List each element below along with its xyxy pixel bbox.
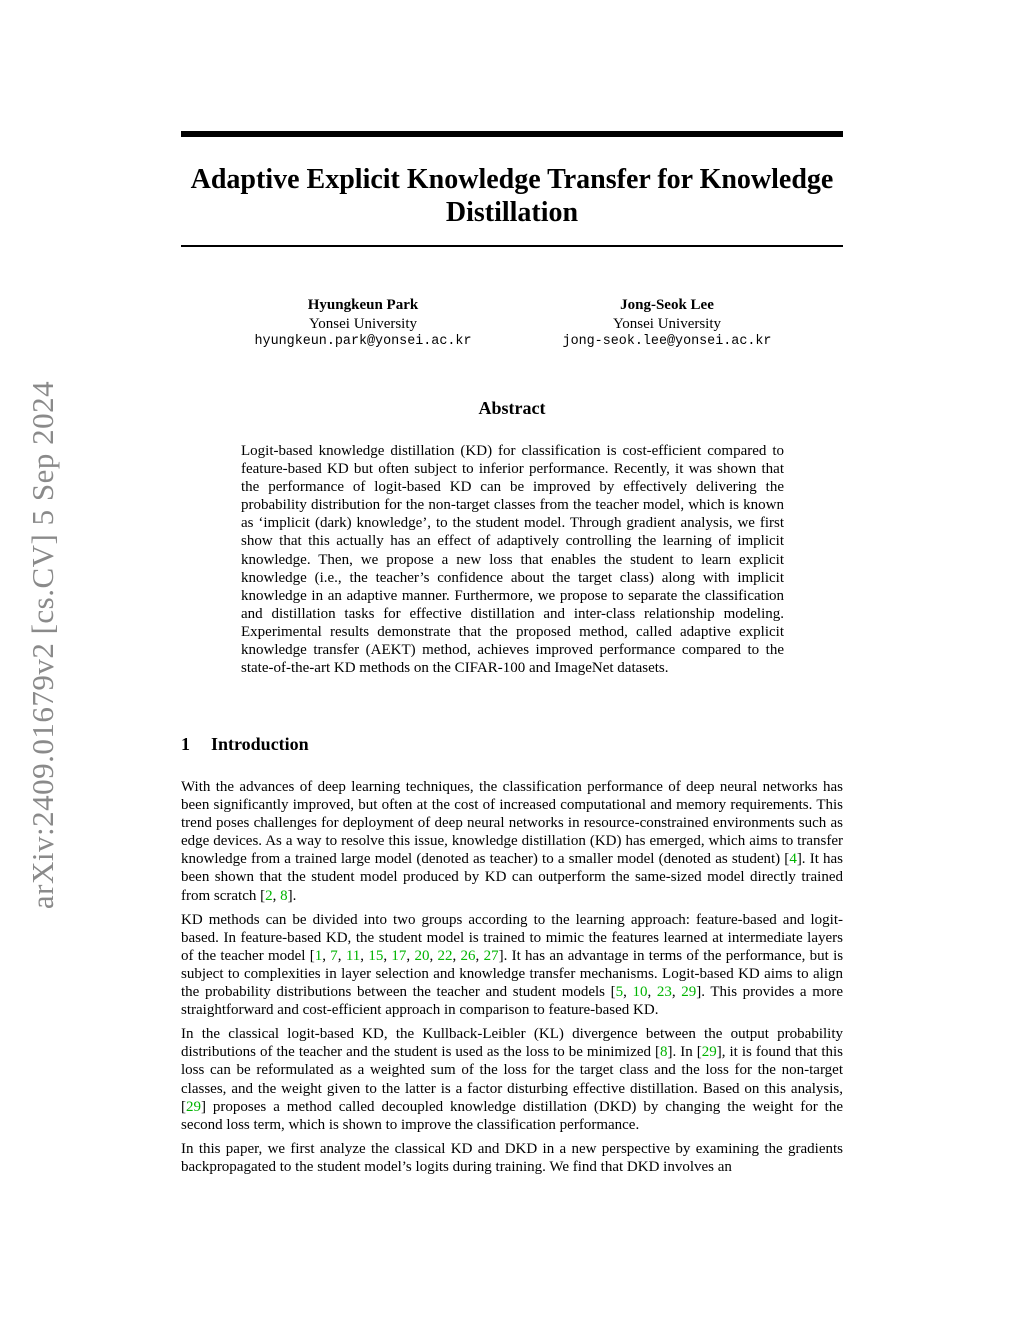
author-1 [198,296,528,352]
citation-link[interactable]: 29 [681,984,697,1001]
author-block [181,296,843,356]
citation-link[interactable]: 23 [656,984,672,1001]
author-affiliation: Yonsei University [612,315,722,332]
introduction-body [181,778,843,1182]
citation-link[interactable]: 8 [280,887,288,904]
citation-link[interactable]: 1 [314,947,323,964]
citation-link[interactable]: 22 [437,947,453,964]
citation-link[interactable]: 8 [660,1044,668,1061]
author-affiliation: Yonsei University [308,315,418,332]
author-email: hyungkeun.park@yonsei.ac.kr [254,334,472,349]
arxiv-identifier-text: arXiv:2409.01679v2 [cs.CV] 5 Sep 2024 [25,380,61,910]
citation-link[interactable]: 5 [615,984,624,1001]
body-paragraph: In this paper, we first analyze the classical KD and DKD in a new perspective by examining the gradients backpropagated to the student model’s logits during training. We find that DKD involves an [181,1140,843,1175]
citation-link[interactable]: 11 [345,947,361,964]
arxiv-identifier-stamp [14,362,72,928]
section-title: Introduction [211,734,309,754]
citation-link[interactable]: 26 [460,947,476,964]
author-name: Hyungkeun Park [307,297,419,313]
abstract-text: Logit-based knowledge distillation (KD) for classification is cost-efficient compared to feature-based KD but often subject to inferior performance. Recently, it was shown that the performance of logit-based KD can be improved by effectively delivering the probability distribution for the non-target classes from the teacher model, which is known as ‘implicit (dark) knowledge’, to the student model. Through gradient analysis, we first show that this actually has an effect of adaptively controlling the learning of implicit knowledge. Then, we propose a new loss that enables the student to learn explicit knowledge (i.e., the teacher’s confidence about the target class) along with implicit knowledge in an adaptive manner. Furthermore, we propose to separate the classification and distillation tasks for effective distillation and inter-class relationship modeling. Experimental results demonstrate that the proposed method, called adaptive explicit knowledge transfer (AEKT) method, achieves improved performance compared to the state-of-the-art KD methods on the CIFAR-100 and ImageNet datasets. [241,443,784,677]
title-rule-bottom [181,245,843,247]
citation-link[interactable]: 15 [368,947,384,964]
abstract-heading: Abstract [478,398,546,418]
title-rule-top [181,131,843,137]
body-paragraph: With the advances of deep learning techniques, the classification performance of deep neural networks has been significantly improved, but often at the cost of increased computational and memory requirements. This trend poses challenges for deployment of deep neural networks in resource-constrained environments such as edge devices. As a way to resolve this issue, knowledge distillation (KD) has emerged, which aims to transfer knowledge from a trained large model (denoted as teacher) to a smaller model (denoted as student) [4]. It has been shown that the student model produced by KD can outperform the same-sized model directly trained from scratch [2, 8]. [181,779,844,904]
section-heading [181,734,309,755]
body-paragraph: In the classical logit-based KD, the Kullback-Leibler (KL) divergence between the output probability distributions of the teacher and the student is used as the loss to be minimized [8]. In [29], it is found that this loss can be reformulated as a weighted sum of the loss for the target class and the loss for the non-target classes, and the weight given to the latter is a factor disturbing effective distillation. Based on this analysis, [29] proposes a method called decoupled knowledge distillation (DKD) by changing the weight for the second loss term, which is shown to improve the classification performance. [181,1026,843,1133]
citation-link[interactable]: 20 [414,947,430,964]
paper-title: Adaptive Explicit Knowledge Transfer for Knowledge Distillation [190,164,834,228]
citation-link[interactable]: 2 [265,887,273,904]
citation-link[interactable]: 4 [789,851,797,868]
citation-link[interactable]: 27 [483,947,499,964]
author-2 [502,296,832,352]
section-number: 1 [181,734,190,754]
citation-link[interactable]: 29 [186,1098,201,1115]
author-email: jong-seok.lee@yonsei.ac.kr [562,334,772,349]
citation-link[interactable]: 17 [391,947,407,964]
body-paragraph: KD methods can be divided into two groups according to the learning approach: feature-based and logit-based. In feature-based KD, the student model is trained to mimic the features learned at intermediate layers of the teacher model [1, 7, 11, 15, 17, 20, 22, 26, 27]. It has an advantage in terms of the performance, but is subject to complexities in layer selection and knowledge transfer mechanisms. Logit-based KD aims to align the probability distributions between the teacher and student models [5, 10, 23, 29]. This provides a more straightforward and cost-efficient approach in comparison to feature-based KD. [181,911,844,1019]
citation-link[interactable]: 7 [330,947,338,964]
author-name: Jong-Seok Lee [620,297,714,313]
citation-link[interactable]: 10 [632,984,648,1001]
citation-link[interactable]: 29 [701,1044,717,1061]
